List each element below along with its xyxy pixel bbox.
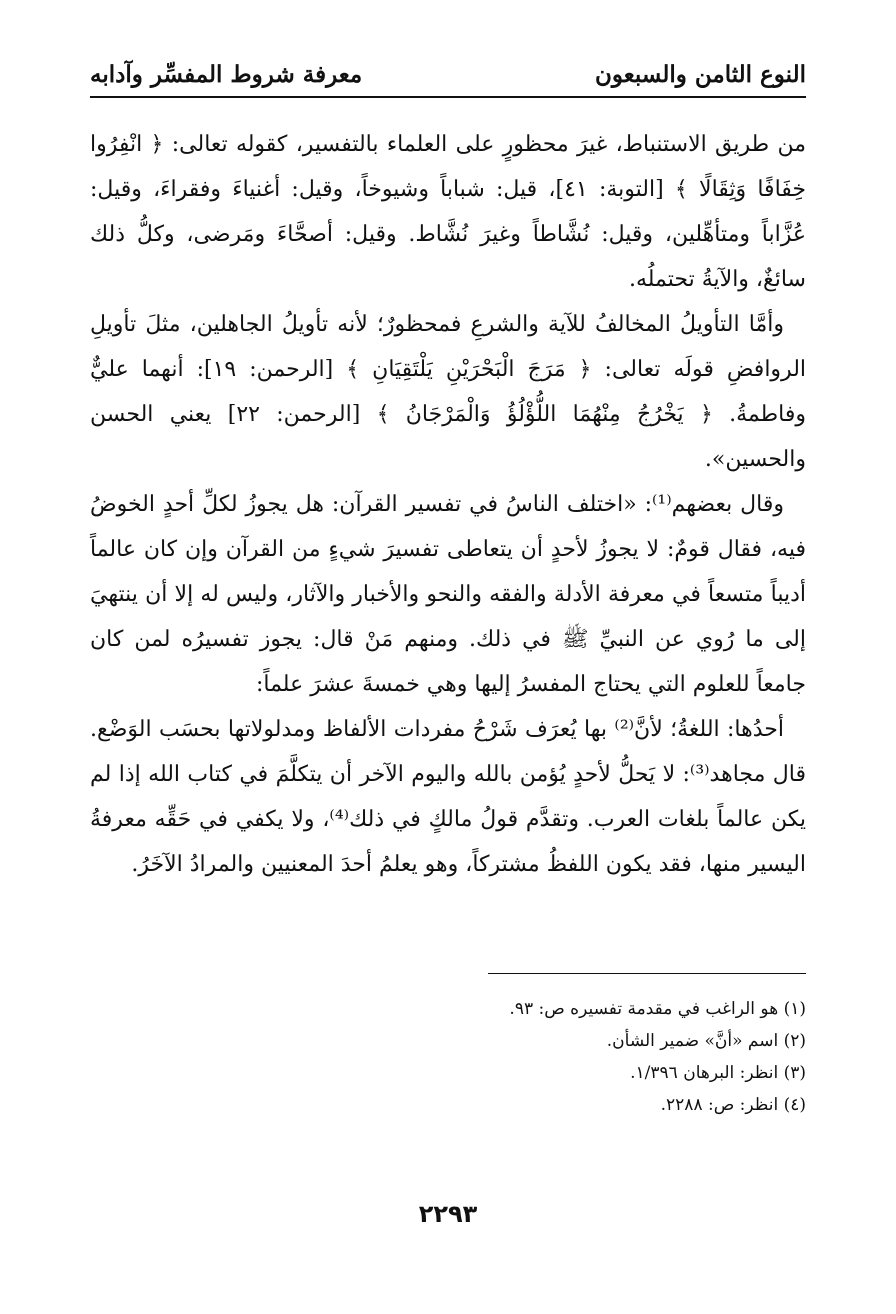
paragraph-4: أحدُها: اللغةُ؛ لأنَّ⁽²⁾ بها يُعرَف شَرْحُ مفردات الألفاظ ومدلولاتها بحسَب الوَضْع. قال مجاهد⁽³⁾: لا يَحلُّ لأحدٍ يُؤمن بالله واليوم الآخر أن يتكلَّمَ في كتاب الله إذا لم يكن عالماً بلغات العرب. وتقدَّم قولُ مالكٍ في ذلك⁽⁴⁾، ولا يكفي في حَقِّه معرفةُ اليسير منها، فقد يكون اللفظُ مشتركاً، وهو يعلمُ أحدَ المعنيين والمرادُ الآخَرُ. xyxy=(90,717,806,877)
paragraph-1: من طريق الاستنباط، غيرَ محظورٍ على العلماء بالتفسير، كقوله تعالى: ﴿ انْفِرُوا خِفَافًا وَثِقَالًا ﴾ [التوبة: ٤١]، قيل: شباباً وشيوخاً، وقيل: أغنياءَ وفقراءَ، وقيل: عُزَّاباً ومتأهِّلين، وقيل: نُشَّاطاً وغيرَ نُشَّاط. وقيل: أصحَّاءَ ومَرضى، وكلُّ ذلك سائغٌ، والآيةُ تحتملُه. xyxy=(90,132,807,292)
footnotes xyxy=(90,993,806,1121)
footnote-3: (٣) انظر: البرهان ١/٣٩٦. xyxy=(630,1063,806,1083)
paragraph-2: وأمَّا التأويلُ المخالفُ للآية والشرعِ فمحظورٌ؛ لأنه تأويلُ الجاهلين، مثلَ تأويلِ الروافضِ قولَه تعالى: ﴿ مَرَجَ الْبَحْرَيْنِ يَلْتَقِيَانِ ﴾ [الرحمن: ١٩]: أنهما عليٌّ وفاطمةُ. ﴿ يَخْرُجُ مِنْهُمَا اللُّؤْلُؤُ وَالْمَرْجَانُ ﴾ [الرحمن: ٢٢] يعني الحسن والحسين». xyxy=(90,312,807,472)
page-number: ٢٢٩٣ xyxy=(418,1200,478,1228)
footnote-2: (٢) اسم «أنَّ» ضمير الشأن. xyxy=(606,1031,806,1051)
header-divider xyxy=(90,96,806,98)
paragraph-3: وقال بعضهم⁽¹⁾: «اختلف الناسُ في تفسير القرآن: هل يجوزُ لكلِّ أحدٍ الخوضُ فيه، فقال قومٌ: لا يجوزُ لأحدٍ أن يتعاطى تفسيرَ شيءٍ من القرآن وإن كان عالماً أديباً متسعاً في معرفة الأدلة والفقه والنحو والأخبار والآثار، وليس له إلا أن ينتهيَ إلى ما رُوي عن النبيِّ ﷺ في ذلك. ومنهم مَنْ قال: يجوز تفسيرُه لمن كان جامعاً للعلوم التي يحتاج المفسرُ إليها وهي خمسةَ عشرَ علماً: xyxy=(90,492,806,697)
footnote-1: (١) هو الراغب في مقدمة تفسيره ص: ٩٣. xyxy=(509,999,806,1019)
running-header xyxy=(90,54,806,94)
main-text xyxy=(90,122,806,887)
section-title: معرفة شروط المفسِّر وآدابه xyxy=(90,60,363,88)
footnote-divider xyxy=(488,973,806,974)
chapter-title: النوع الثامن والسبعون xyxy=(595,60,806,88)
footnote-4: (٤) انظر: ص: ٢٢٨٨. xyxy=(660,1095,806,1115)
